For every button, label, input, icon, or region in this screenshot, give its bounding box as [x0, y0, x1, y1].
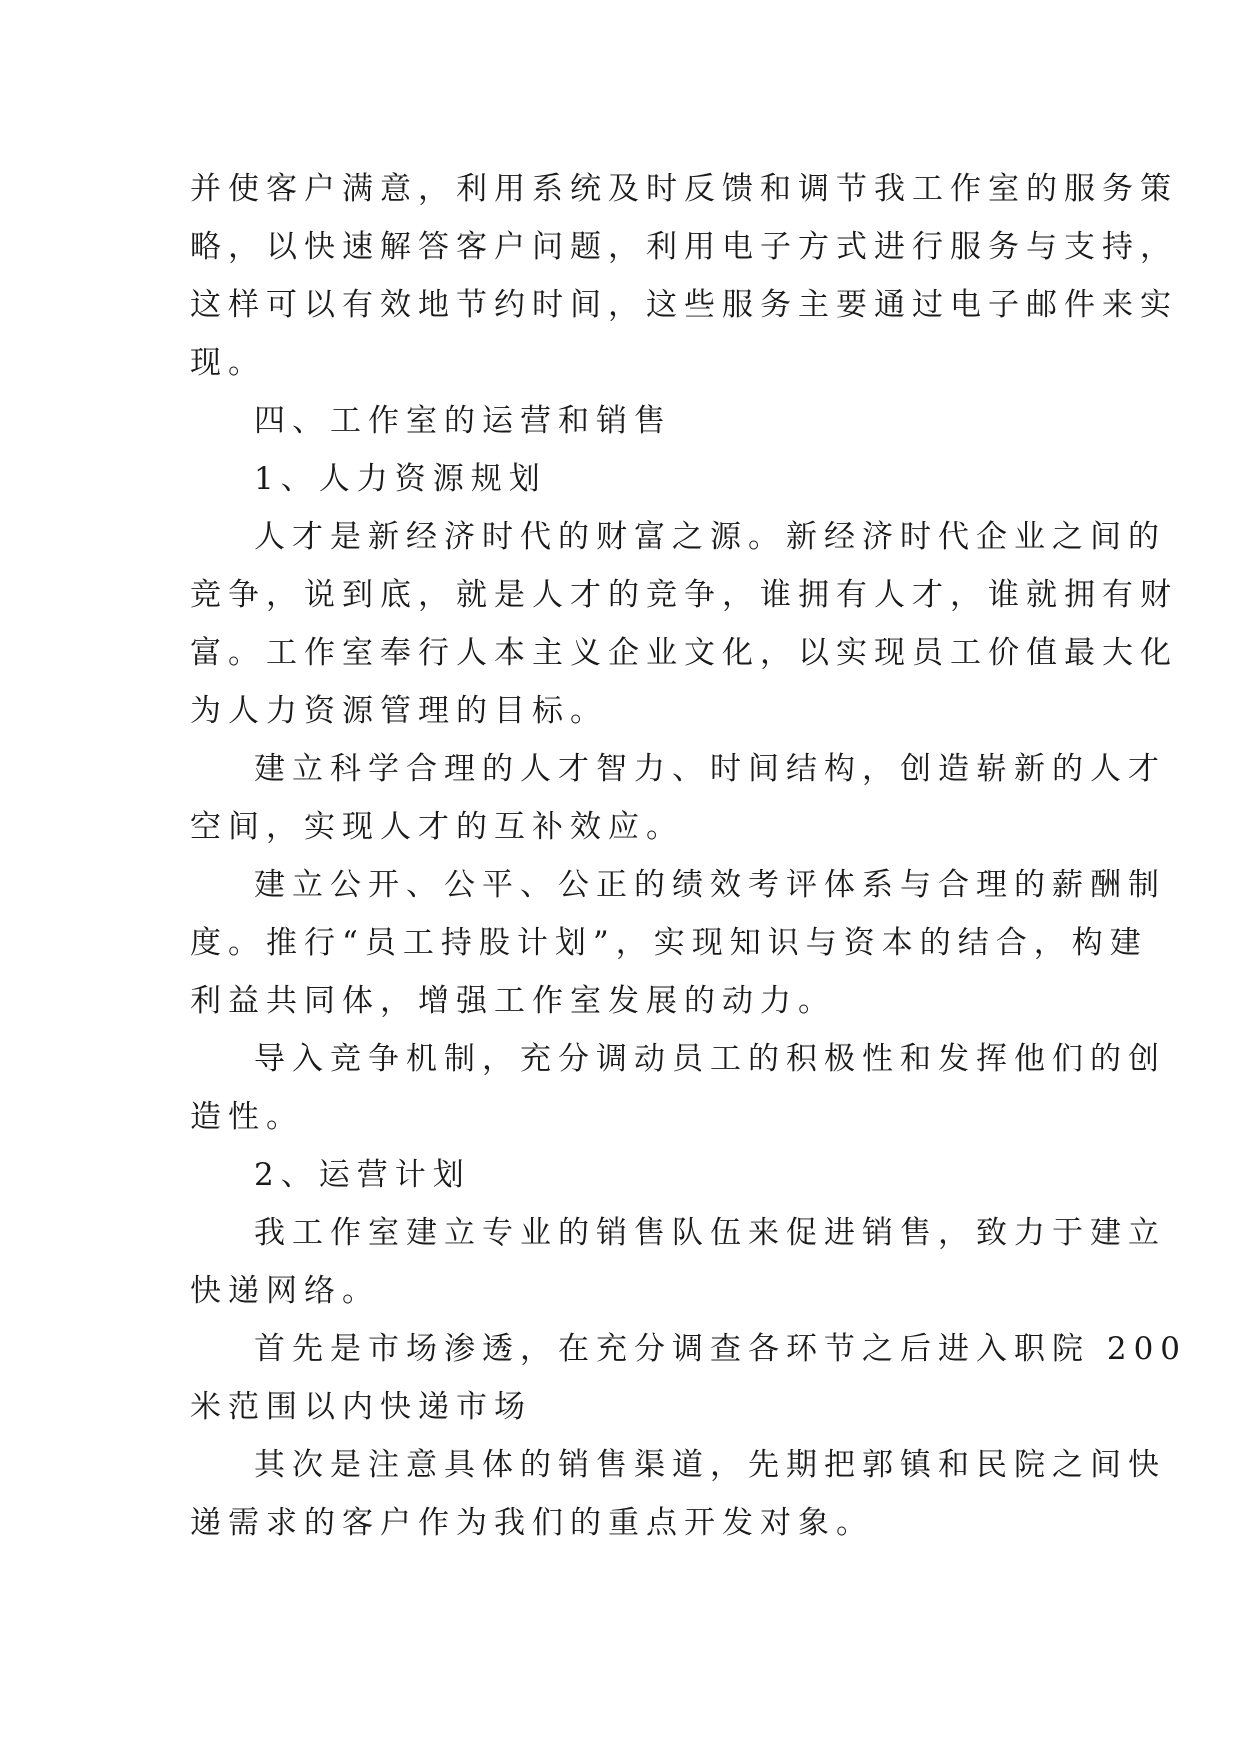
paragraph-line: 为人力资源管理的目标。	[190, 693, 608, 729]
paragraph-line: 建立公开、公平、公正的绩效考评体系与合理的薪酬制	[254, 867, 1166, 903]
paragraph-line: 这样可以有效地节约时间，这些服务主要通过电子邮件来实	[190, 287, 1178, 323]
paragraph-line: 度。推行“员工持股计划”，实现知识与资本的结合，构建	[190, 925, 1148, 961]
paragraph-line: 导入竞争机制，充分调动员工的积极性和发挥他们的创	[254, 1041, 1166, 1077]
paragraph-line: 人才是新经济时代的财富之源。新经济时代企业之间的	[254, 519, 1166, 555]
paragraph-line: 米范围以内快递市场	[190, 1389, 532, 1425]
paragraph-line: 递需求的客户作为我们的重点开发对象。	[190, 1505, 874, 1541]
section-heading: 四、工作室的运营和销售	[254, 403, 672, 439]
paragraph-line: 我工作室建立专业的销售队伍来促进销售，致力于建立	[254, 1215, 1166, 1251]
paragraph-line: 建立科学合理的人才智力、时间结构，创造崭新的人才	[254, 751, 1166, 787]
paragraph-line: 空间，实现人才的互补效应。	[190, 809, 684, 845]
paragraph-line: 其次是注意具体的销售渠道，先期把郭镇和民院之间快	[254, 1447, 1166, 1483]
paragraph-line: 现。	[190, 345, 266, 381]
paragraph-line: 利益共同体，增强工作室发展的动力。	[190, 983, 836, 1019]
subsection-heading: 1、人力资源规划	[254, 461, 547, 497]
paragraph-line: 富。工作室奉行人本主义企业文化，以实现员工价值最大化	[190, 635, 1178, 671]
paragraph-line: 造性。	[190, 1099, 304, 1135]
subsection-heading: 2、运营计划	[254, 1157, 471, 1193]
paragraph-line: 并使客户满意，利用系统及时反馈和调节我工作室的服务策	[190, 171, 1178, 207]
paragraph-line: 略，以快速解答客户问题，利用电子方式进行服务与支持，	[190, 229, 1178, 265]
paragraph-line: 竞争，说到底，就是人才的竞争，谁拥有人才，谁就拥有财	[190, 577, 1178, 613]
document-body	[190, 160, 1188, 1552]
paragraph-line: 首先是市场渗透，在充分调查各环节之后进入职院 200	[254, 1331, 1188, 1367]
paragraph-line: 快递网络。	[190, 1273, 380, 1309]
